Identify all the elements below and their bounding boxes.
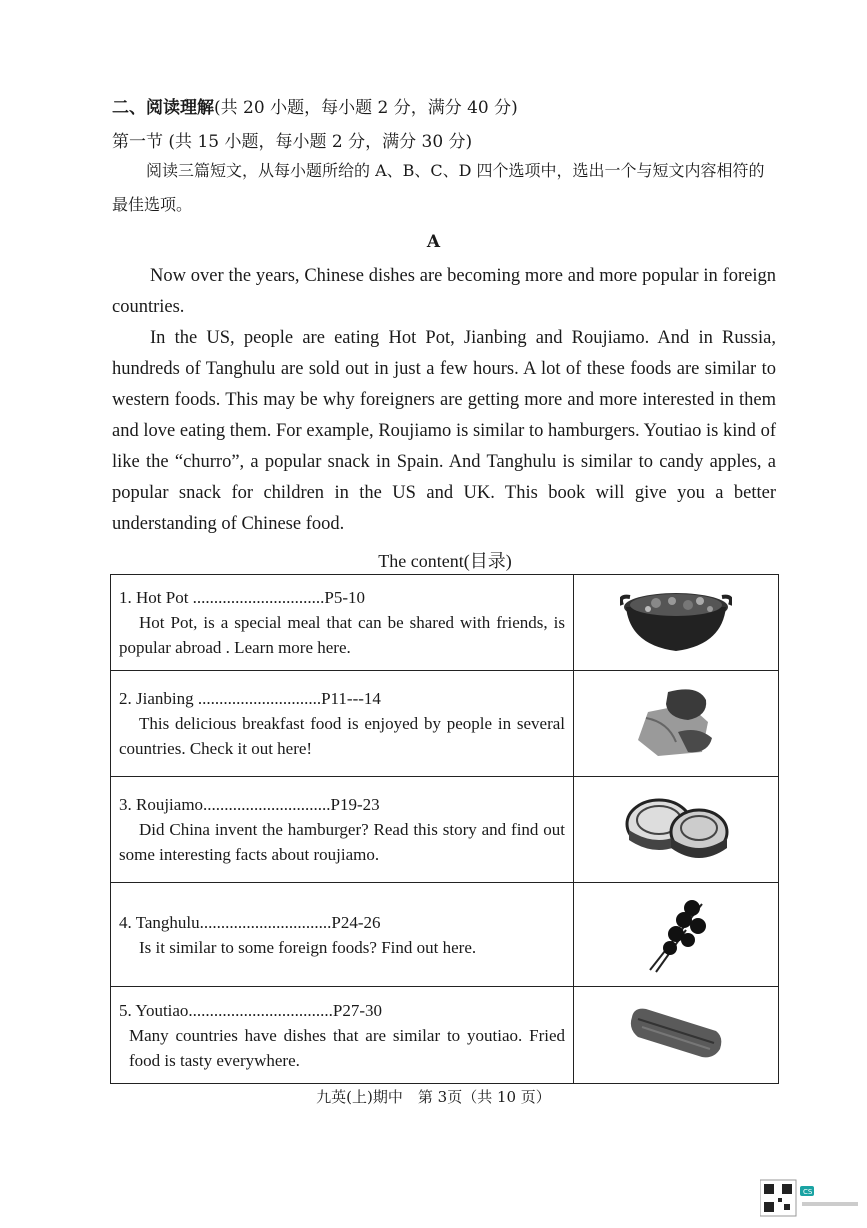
- toc-entry-desc: Did China invent the hamburger? Read this story and find out some interesting facts about roujiamo.: [119, 820, 565, 864]
- toc-row: [111, 671, 779, 777]
- hot-pot-icon: [620, 585, 732, 655]
- passage-title: A: [426, 232, 441, 252]
- toc-entry-desc: This delicious breakfast food is enjoyed by people in several countries. Check it out here!: [119, 714, 565, 758]
- toc-entry-desc: Many countries have dishes that are similar to youtiao. Fried food is tasty everywhere.: [129, 1025, 565, 1070]
- toc-entry-title: 2. Jianbing .............................P11---14: [119, 689, 381, 708]
- toc-table: [110, 574, 779, 1084]
- qr-code-icon: [760, 1176, 860, 1220]
- instructions: 阅读三篇短文，从每小题所给的 A、B、C、D 四个选项中，选出一个与短文内容相符的最佳选项。: [112, 161, 765, 214]
- jianbing-icon: [628, 682, 724, 760]
- toc-row: [111, 777, 779, 883]
- roujiamo-icon: [621, 786, 731, 868]
- toc-row: [111, 883, 779, 987]
- youtiao-icon: [624, 997, 728, 1069]
- page-footer: 九英(上)期中 第 3页（共 10 页）: [316, 1088, 551, 1106]
- paragraph-1: Now over the years, Chinese dishes are becoming more and more popular in foreign countries.: [112, 266, 776, 317]
- toc-entry-desc: Hot Pot, is a special meal that can be shared with friends, is popular abroad . Learn more here.: [119, 613, 565, 657]
- toc-entry-title: 4. Tanghulu...............................P24-26: [119, 912, 381, 932]
- toc-row: [111, 987, 779, 1084]
- toc-row: [111, 575, 779, 671]
- subsection-heading: 第一节 (共 15 小题，每小题 2 分，满分 30 分): [112, 132, 473, 152]
- toc-entry-title: 5. Youtiao..................................P27-30: [119, 1000, 383, 1020]
- toc-entry-desc: Is it similar to some foreign foods? Find out here.: [139, 937, 477, 957]
- paragraph-2: In the US, people are eating Hot Pot, Jianbing and Roujiamo. And in Russia, hundreds of Tanghulu are sold out in just a few hours. A lot of these foods are similar to western foods. This may be why foreigners are getting more and more interested in them and love eating them. For example, Roujiamo is similar to hamburgers. Youtiao is kind of like the “churro”, a popular snack in Spain. And Tanghulu is similar to candy apples, a popular snack for children in the US and UK. This book will give you a better understanding of Chinese food.: [112, 328, 776, 534]
- toc-title: The content(目录): [378, 551, 512, 571]
- svg-text:CS: CS: [803, 1188, 813, 1196]
- toc-entry-title: 3. Roujiamo..............................P19-23: [119, 795, 380, 814]
- scanner-watermark: [760, 1176, 860, 1220]
- toc-entry-title: 1. Hot Pot ...............................P5-10: [119, 588, 366, 607]
- tanghulu-icon: [636, 890, 716, 974]
- section-heading: 二、阅读理解(共 20 小题，每小题 2 分，满分 40 分): [112, 98, 518, 118]
